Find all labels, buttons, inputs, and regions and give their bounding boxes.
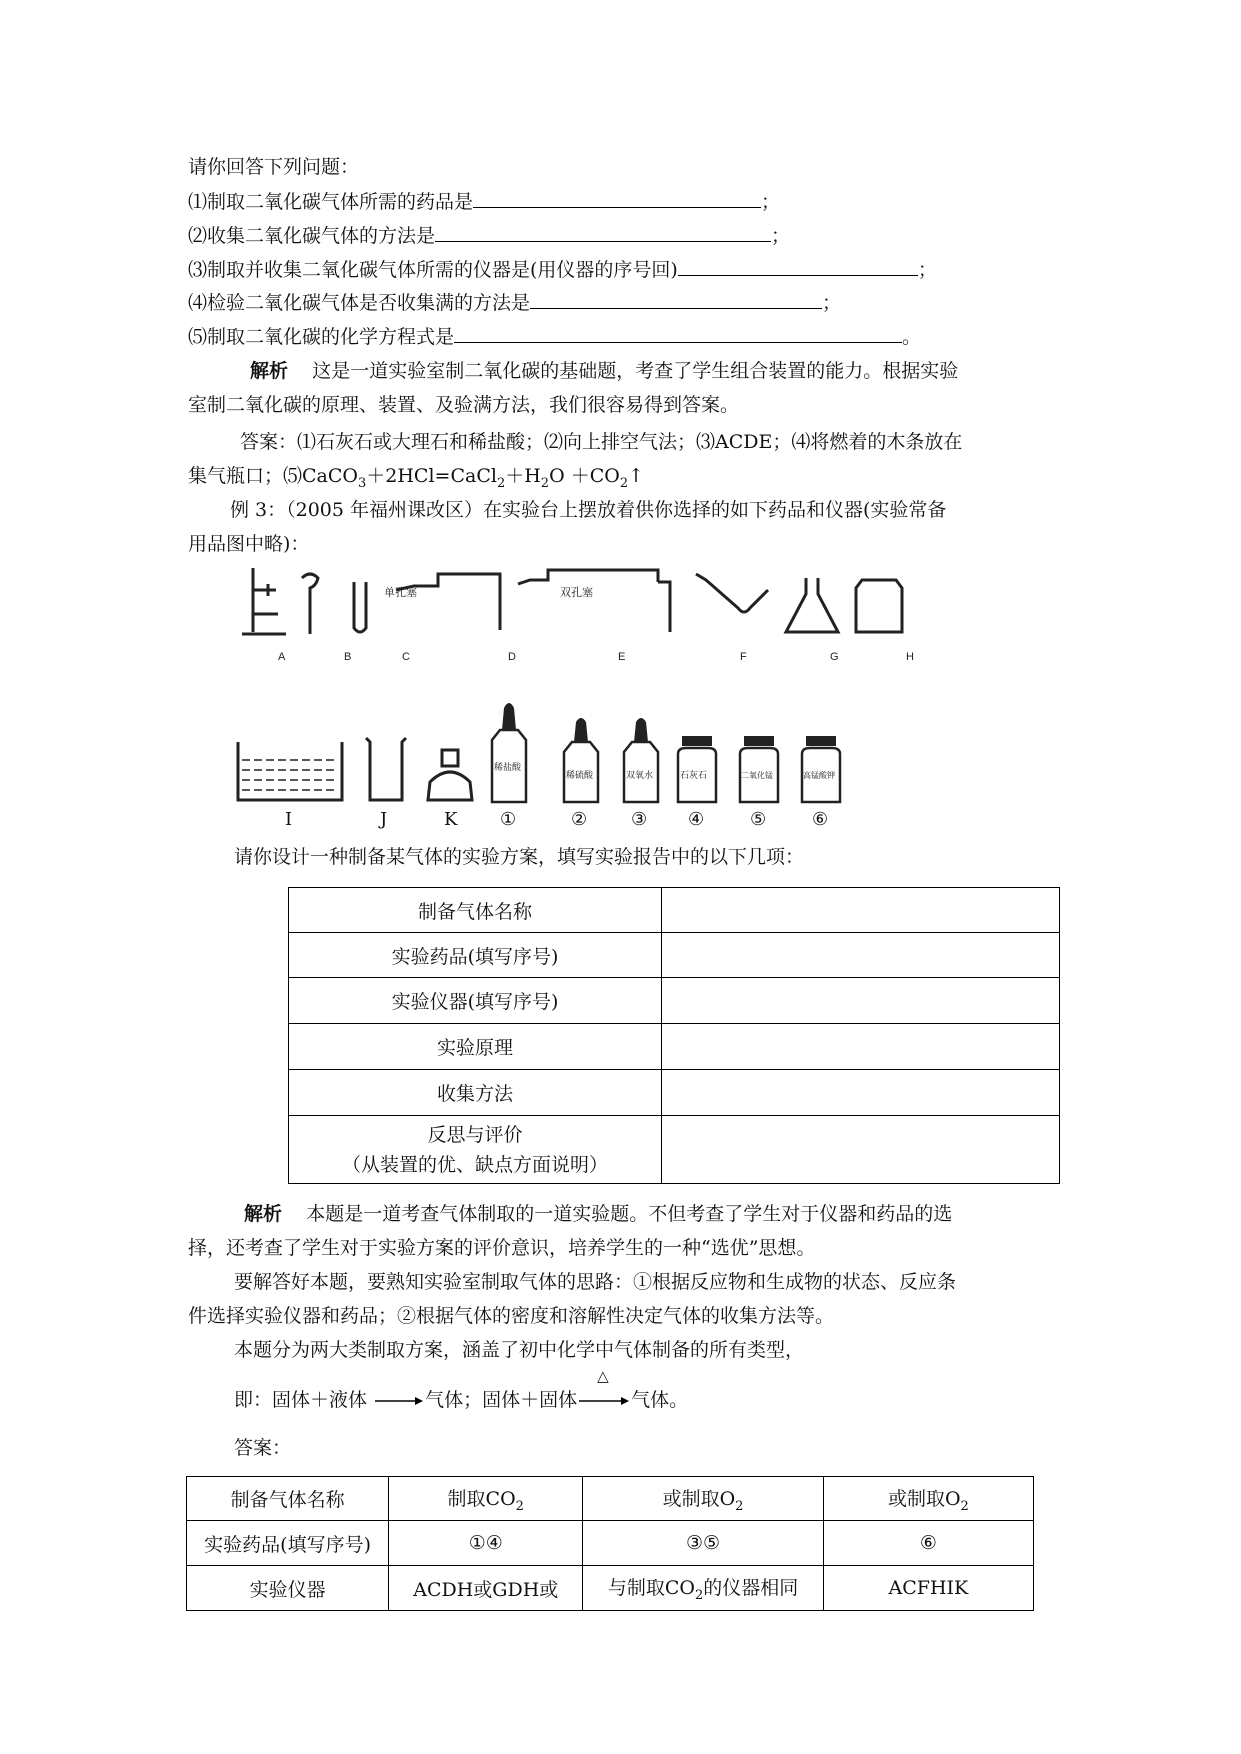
- answer-blank-5[interactable]: [454, 322, 902, 343]
- reaction-b: 气体；固体＋固体: [425, 1389, 578, 1411]
- analysis-2-p2a: 要解答好本题，要熟知实验室制取气体的思路：①根据反应物和生成物的状态、反应条: [234, 1271, 957, 1293]
- table-cell: 实验仪器: [187, 1566, 389, 1611]
- reflect-label: 反思与评价: [427, 1123, 523, 1146]
- sub: 2: [694, 1587, 704, 1603]
- sub-3: 3: [357, 475, 367, 491]
- answer-table: [186, 1476, 1034, 1611]
- water-trough-icon: [238, 742, 342, 800]
- table-row: [187, 1521, 1034, 1566]
- question-1: [188, 187, 780, 216]
- table-cell: 制备气体名称: [187, 1477, 389, 1521]
- gas-jar-icon: [856, 580, 902, 632]
- question-3-text: ⑶制取并收集二氧化碳气体所需的仪器是(用仪器的序号回): [188, 259, 678, 281]
- table-row: [289, 888, 1060, 933]
- period-5: 。: [902, 326, 922, 348]
- table-cell: 实验药品(填写序号): [289, 933, 662, 978]
- cap-6-icon: [806, 736, 836, 746]
- example-3-line1: 例 3：（2005 年福州课改区）在实验台上摆放着供你选择的如下药品和仪器(实验常备: [230, 499, 947, 521]
- bottle-5-text: 二氧化锰: [741, 771, 773, 780]
- label-G: G: [830, 651, 839, 663]
- sub-2c: 2: [619, 475, 629, 491]
- same-as-co2-b: 的仪器相同: [703, 1577, 799, 1600]
- design-prompt: 请你设计一种制备某气体的实验方案，填写实验报告中的以下几项：: [234, 846, 805, 868]
- cap-5-icon: [744, 736, 774, 746]
- heat-triangle: △: [597, 1367, 609, 1385]
- answer-1-d: O ＋CO: [549, 465, 620, 487]
- sub-2a: 2: [496, 475, 506, 491]
- answer-blank-3[interactable]: [678, 255, 918, 276]
- table-cell: [823, 1477, 1033, 1521]
- label-2: ②: [571, 809, 588, 830]
- chemicals-figure: [230, 690, 950, 830]
- answer-blank-1[interactable]: [473, 187, 761, 208]
- table-cell: ⑥: [823, 1521, 1033, 1566]
- question-5: [188, 322, 921, 351]
- label-5: ⑤: [750, 809, 767, 830]
- table-cell: [583, 1477, 823, 1521]
- table-cell: ACDH或GDH或: [389, 1566, 583, 1611]
- bottle-2-text: 稀硫酸: [566, 771, 594, 781]
- label-H: H: [906, 651, 914, 663]
- question-5-text: ⑸制取二氧化碳的化学方程式是: [188, 326, 455, 348]
- analysis-2-label: 解析: [244, 1203, 283, 1225]
- header-co2: 制取CO: [447, 1487, 516, 1510]
- label-C: C: [402, 651, 410, 663]
- dropper-2-icon: [574, 718, 588, 742]
- funnel-icon: [302, 574, 318, 634]
- analysis-1-label: 解析: [250, 360, 289, 382]
- table-row: [289, 1116, 1060, 1184]
- label-E: E: [618, 651, 626, 663]
- sub: 2: [735, 1498, 744, 1514]
- dropper-1-icon: [502, 703, 516, 730]
- apparatus-figure: [238, 560, 958, 668]
- analysis-2-line2: 择，还考查了学生对于实验方案的评价意识，培养学生的一种“选优”思想。: [188, 1237, 816, 1259]
- arrow-icon: [577, 1394, 631, 1408]
- arrow-icon: [373, 1394, 425, 1408]
- label-F: F: [740, 651, 747, 663]
- table-row: [187, 1477, 1034, 1521]
- bottle-6-text: 高锰酸钾: [803, 771, 835, 780]
- question-4: [188, 288, 841, 317]
- stopper-1-label: 单孔塞: [384, 587, 417, 599]
- answer-2-label: 答案：: [234, 1437, 292, 1459]
- reflect-sublabel: （从装置的优、缺点方面说明）: [341, 1153, 608, 1176]
- table-cell: [583, 1566, 823, 1611]
- report-table: [288, 887, 1060, 1184]
- table-cell: [389, 1477, 583, 1521]
- bottle-4-text: 石灰石: [680, 771, 708, 781]
- table-cell: 实验药品(填写序号): [187, 1521, 389, 1566]
- analysis-1-line2: 室制二氧化碳的原理、装置、及验满方法，我们很容易得到答案。: [188, 394, 740, 416]
- sub: 2: [515, 1498, 524, 1514]
- analysis-1-text1: 这是一道实验室制二氧化碳的基础题，考查了学生组合装置的能力。根据实验: [312, 360, 959, 382]
- iron-stand-icon: [242, 568, 286, 634]
- example-3-line2: 用品图中略)：: [188, 533, 310, 555]
- answer-cell[interactable]: [662, 1024, 1060, 1070]
- label-I: I: [285, 809, 293, 830]
- table-cell: ③⑤: [583, 1521, 823, 1566]
- bent-tube-icon: [696, 574, 768, 612]
- semi-2: ；: [771, 225, 791, 247]
- table-row: [289, 933, 1060, 978]
- beaker-icon: [366, 738, 406, 800]
- test-tube-icon: [354, 582, 366, 632]
- label-J: J: [380, 809, 388, 830]
- cap-4-icon: [682, 736, 712, 746]
- header-o2b: 或制取O: [887, 1487, 961, 1510]
- table-row: [289, 978, 1060, 1024]
- stopper-2-label: 双孔塞: [560, 587, 593, 599]
- semi-3: ；: [917, 259, 937, 281]
- dropper-3-icon: [634, 718, 648, 742]
- answer-1-a: 集气瓶口；⑸CaCO: [188, 465, 358, 487]
- analysis-2-line1: [244, 1200, 952, 1228]
- question-1-text: ⑴制取二氧化碳气体所需的药品是: [188, 191, 474, 213]
- reaction-a: 即：固体＋液体: [234, 1389, 368, 1411]
- analysis-2-p2b: 件选择实验仪器和药品；②根据气体的密度和溶解性决定气体的收集方法等。: [188, 1305, 835, 1327]
- table-cell: ①④: [389, 1521, 583, 1566]
- answer-cell[interactable]: [662, 978, 1060, 1024]
- question-2: [188, 221, 790, 250]
- answer-1-c: ＋H: [505, 465, 541, 487]
- questions-intro: 请你回答下列问题：: [188, 156, 360, 178]
- answer-1-e: ↑: [628, 465, 645, 487]
- sub: 2: [960, 1498, 969, 1514]
- answer-cell[interactable]: [662, 933, 1060, 978]
- answer-1-line2: [188, 462, 644, 498]
- bottle-3-text: 双氧水: [626, 771, 654, 781]
- analysis-1-line1: [250, 357, 958, 385]
- reaction-c: 气体。: [631, 1389, 689, 1411]
- question-4-text: ⑷检验二氧化碳气体是否收集满的方法是: [188, 292, 531, 314]
- analysis-2-text1: 本题是一道考查气体制取的一道实验题。不但考查了学生对于仪器和药品的选: [306, 1203, 953, 1225]
- table-cell: 制备气体名称: [289, 888, 662, 933]
- answer-cell[interactable]: [662, 1116, 1060, 1184]
- table-cell: 收集方法: [289, 1070, 662, 1116]
- table-cell: [289, 1116, 662, 1184]
- answer-blank-2[interactable]: [435, 221, 771, 242]
- bottle-1-text: 稀盐酸: [494, 763, 522, 773]
- table-row: [289, 1024, 1060, 1070]
- same-as-co2-a: 与制取CO: [607, 1577, 695, 1600]
- semi-1: ；: [761, 191, 781, 213]
- question-2-text: ⑵收集二氧化碳气体的方法是: [188, 225, 436, 247]
- label-K: K: [444, 809, 458, 830]
- question-3: [188, 255, 937, 284]
- label-B: B: [344, 651, 352, 663]
- table-cell: ACFHIK: [823, 1566, 1033, 1611]
- table-cell: 实验原理: [289, 1024, 662, 1070]
- label-1: ①: [500, 809, 517, 830]
- table-cell: 实验仪器(填写序号): [289, 978, 662, 1024]
- answer-cell[interactable]: [662, 888, 1060, 933]
- label-3: ③: [631, 809, 648, 830]
- table-row: [289, 1070, 1060, 1116]
- answer-1-line1: 答案：⑴石灰石或大理石和稀盐酸；⑵向上排空气法；⑶ACDE；⑷将燃着的木条放在: [240, 431, 963, 453]
- answer-cell[interactable]: [662, 1070, 1060, 1116]
- heat-arrow: [577, 1367, 631, 1414]
- answer-blank-4[interactable]: [530, 288, 822, 309]
- single-hole-tube-icon: [396, 574, 500, 630]
- header-o2a: 或制取O: [662, 1487, 736, 1510]
- label-6: ⑥: [812, 809, 829, 830]
- semi-4: ；: [822, 292, 842, 314]
- label-4: ④: [688, 809, 705, 830]
- label-D: D: [508, 651, 516, 663]
- sub-2b: 2: [540, 475, 550, 491]
- answer-1-b: ＋2HCl=CaCl: [366, 465, 497, 487]
- analysis-2-p3: 本题分为两大类制取方案，涵盖了初中化学中气体制备的所有类型，: [234, 1339, 805, 1361]
- label-A: A: [278, 651, 286, 663]
- reaction-types: [234, 1367, 689, 1414]
- double-hole-tube-icon: [518, 570, 670, 632]
- table-row: [187, 1566, 1034, 1611]
- alcohol-lamp-icon: [428, 750, 472, 800]
- conical-flask-icon: [786, 578, 838, 632]
